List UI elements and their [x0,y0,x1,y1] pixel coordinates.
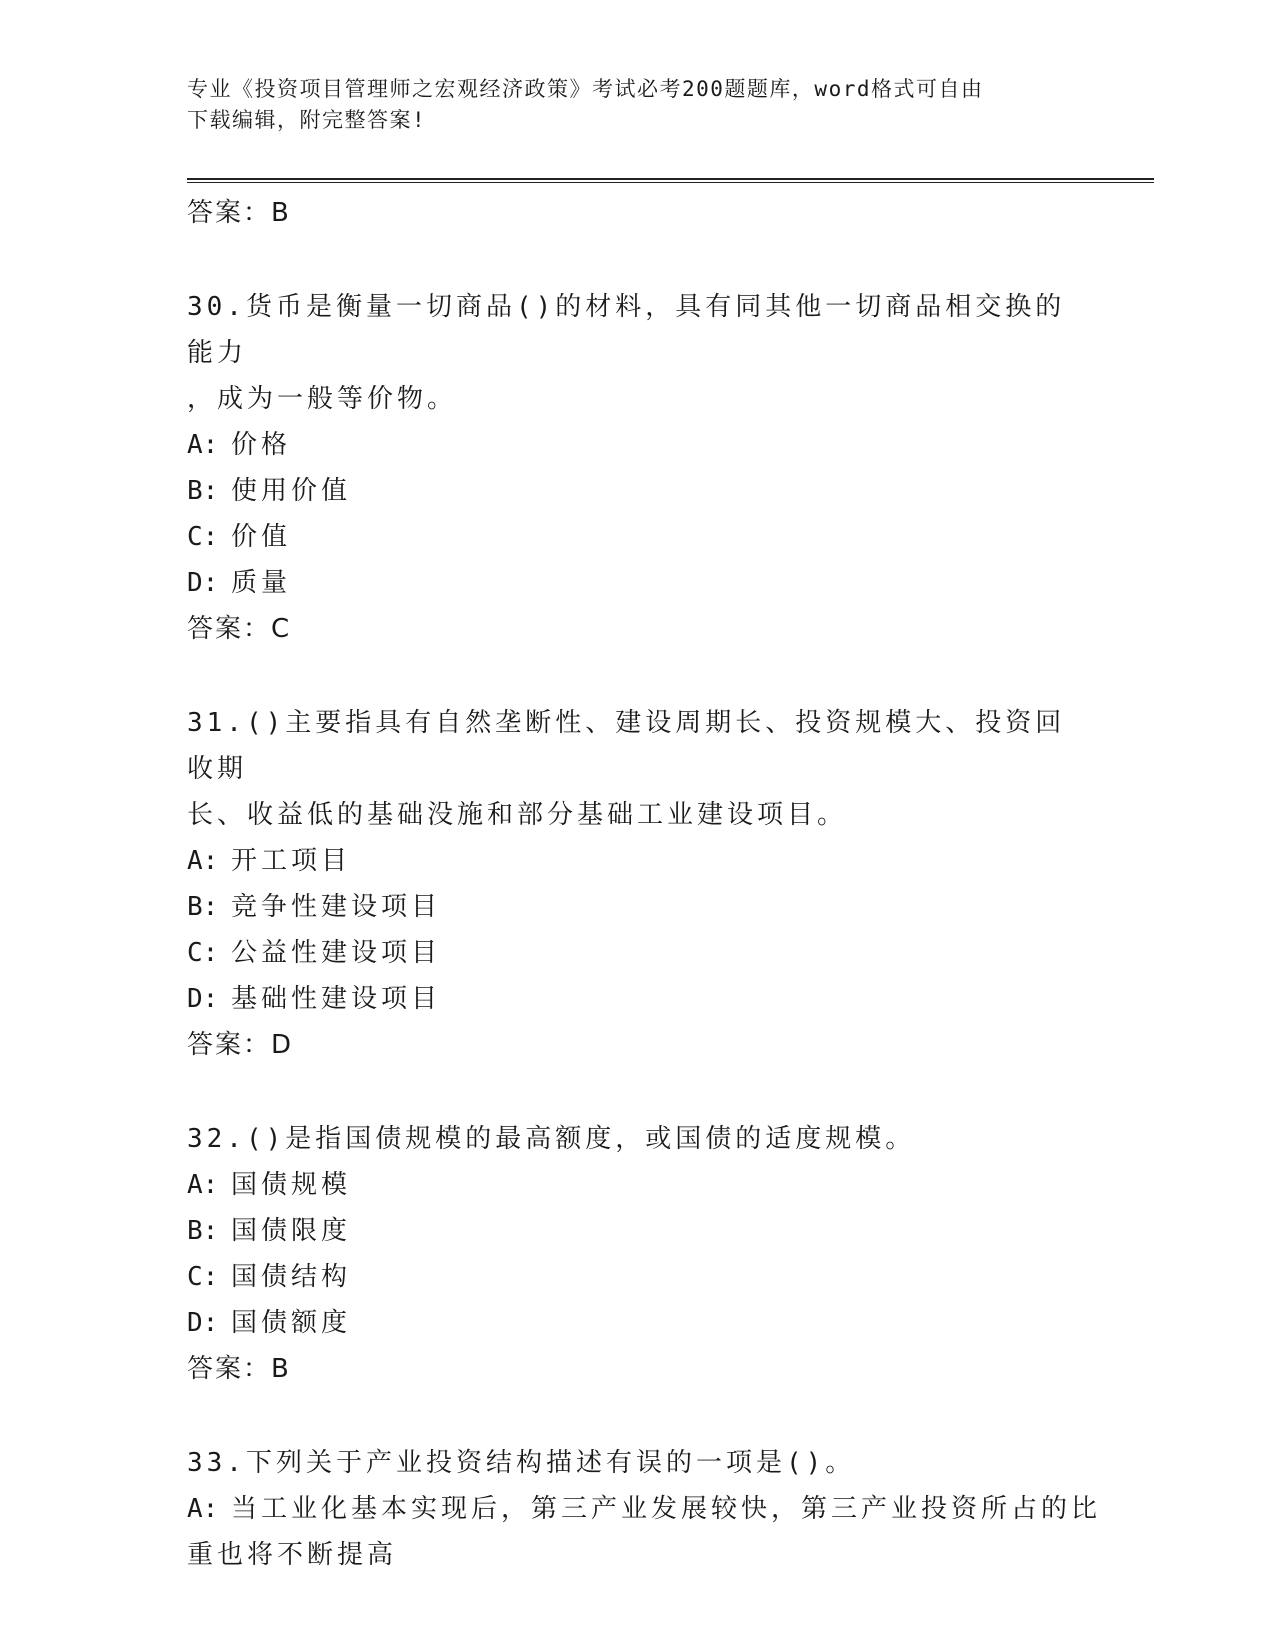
option-d [187,560,1087,606]
option-text: 国债结构 [231,1262,352,1292]
option-b [187,468,1087,514]
option-text: 国债额度 [231,1308,352,1338]
answer-label: 答案： [187,1030,272,1060]
question-block [187,284,1087,652]
question-block [187,700,1087,1068]
option-letter: B: [187,1216,219,1246]
option-letter: A: [187,1170,219,1200]
question-text-line: 长、收益低的基础没施和部分基础工业建设项目。 [187,800,848,830]
question-text [187,1440,1087,1486]
option-a [187,1486,1102,1578]
question-text-line: 33.下列关于产业投资结构描述有误的一项是()。 [187,1448,856,1478]
option-letter: D: [187,1308,219,1338]
question-text [187,700,1087,838]
question-list [187,190,1102,1578]
question-text-line: ，成为一般等价物。 [187,384,458,414]
option-c [187,514,1087,560]
option-letter: A: [187,1494,219,1524]
option-text: 使用价值 [231,476,352,506]
option-d [187,976,1087,1022]
answer-line [187,190,1087,236]
question-text [187,1116,1087,1162]
option-text-continuation: 重也将不断提高 [187,1540,398,1570]
option-text: 价值 [231,522,292,552]
option-letter: C: [187,1262,219,1292]
question-text-line: 32.()是指国债规模的最高额度，或国债的适度规模。 [187,1124,916,1154]
option-letter: B: [187,476,219,506]
option-text: 开工项目 [231,846,352,876]
option-a [187,1162,1087,1208]
answer-line [187,1346,1087,1392]
answer-value: B [271,1354,291,1384]
answer-value: D [271,1030,294,1060]
option-a [187,422,1087,468]
header-line-2: 下载编辑，附完整答案! [187,108,427,132]
question-text-line: 31.()主要指具有自然垄断性、建设周期长、投资规模大、投资回收期 [187,708,1066,784]
question-block [187,1440,1102,1578]
answer-label: 答案： [187,614,272,644]
option-a [187,838,1087,884]
answer-value: C [271,614,292,644]
option-letter: D: [187,984,219,1014]
option-letter: C: [187,522,219,552]
option-text: 竞争性建设项目 [231,892,442,922]
document-header [187,74,1067,136]
option-letter: B: [187,892,219,922]
option-c [187,1254,1087,1300]
option-d [187,1300,1087,1346]
option-c [187,930,1087,976]
option-b [187,884,1087,930]
question-text [187,284,1087,422]
option-text: 价格 [231,430,292,460]
option-text: 公益性建设项目 [231,938,442,968]
option-b [187,1208,1087,1254]
option-text: 当工业化基本实现后，第三产业发展较快，第三产业投资所占的比 [231,1494,1102,1524]
question-text-line: 30.货币是衡量一切商品()的材料，具有同其他一切商品相交换的能力 [187,292,1066,368]
answer-line [187,1022,1087,1068]
option-text: 质量 [231,568,292,598]
question-block [187,1116,1087,1392]
answer-value: B [271,198,291,228]
header-divider [187,178,1154,183]
option-letter: A: [187,430,219,460]
option-text: 基础性建设项目 [231,984,442,1014]
answer-line [187,606,1087,652]
option-letter: C: [187,938,219,968]
option-text: 国债限度 [231,1216,352,1246]
option-letter: A: [187,846,219,876]
answer-label: 答案： [187,198,272,228]
option-letter: D: [187,568,219,598]
option-text: 国债规模 [231,1170,352,1200]
header-line-1: 专业《投资项目管理师之宏观经济政策》考试必考200题题库，word格式可自由 [187,77,984,101]
answer-label: 答案： [187,1354,272,1384]
